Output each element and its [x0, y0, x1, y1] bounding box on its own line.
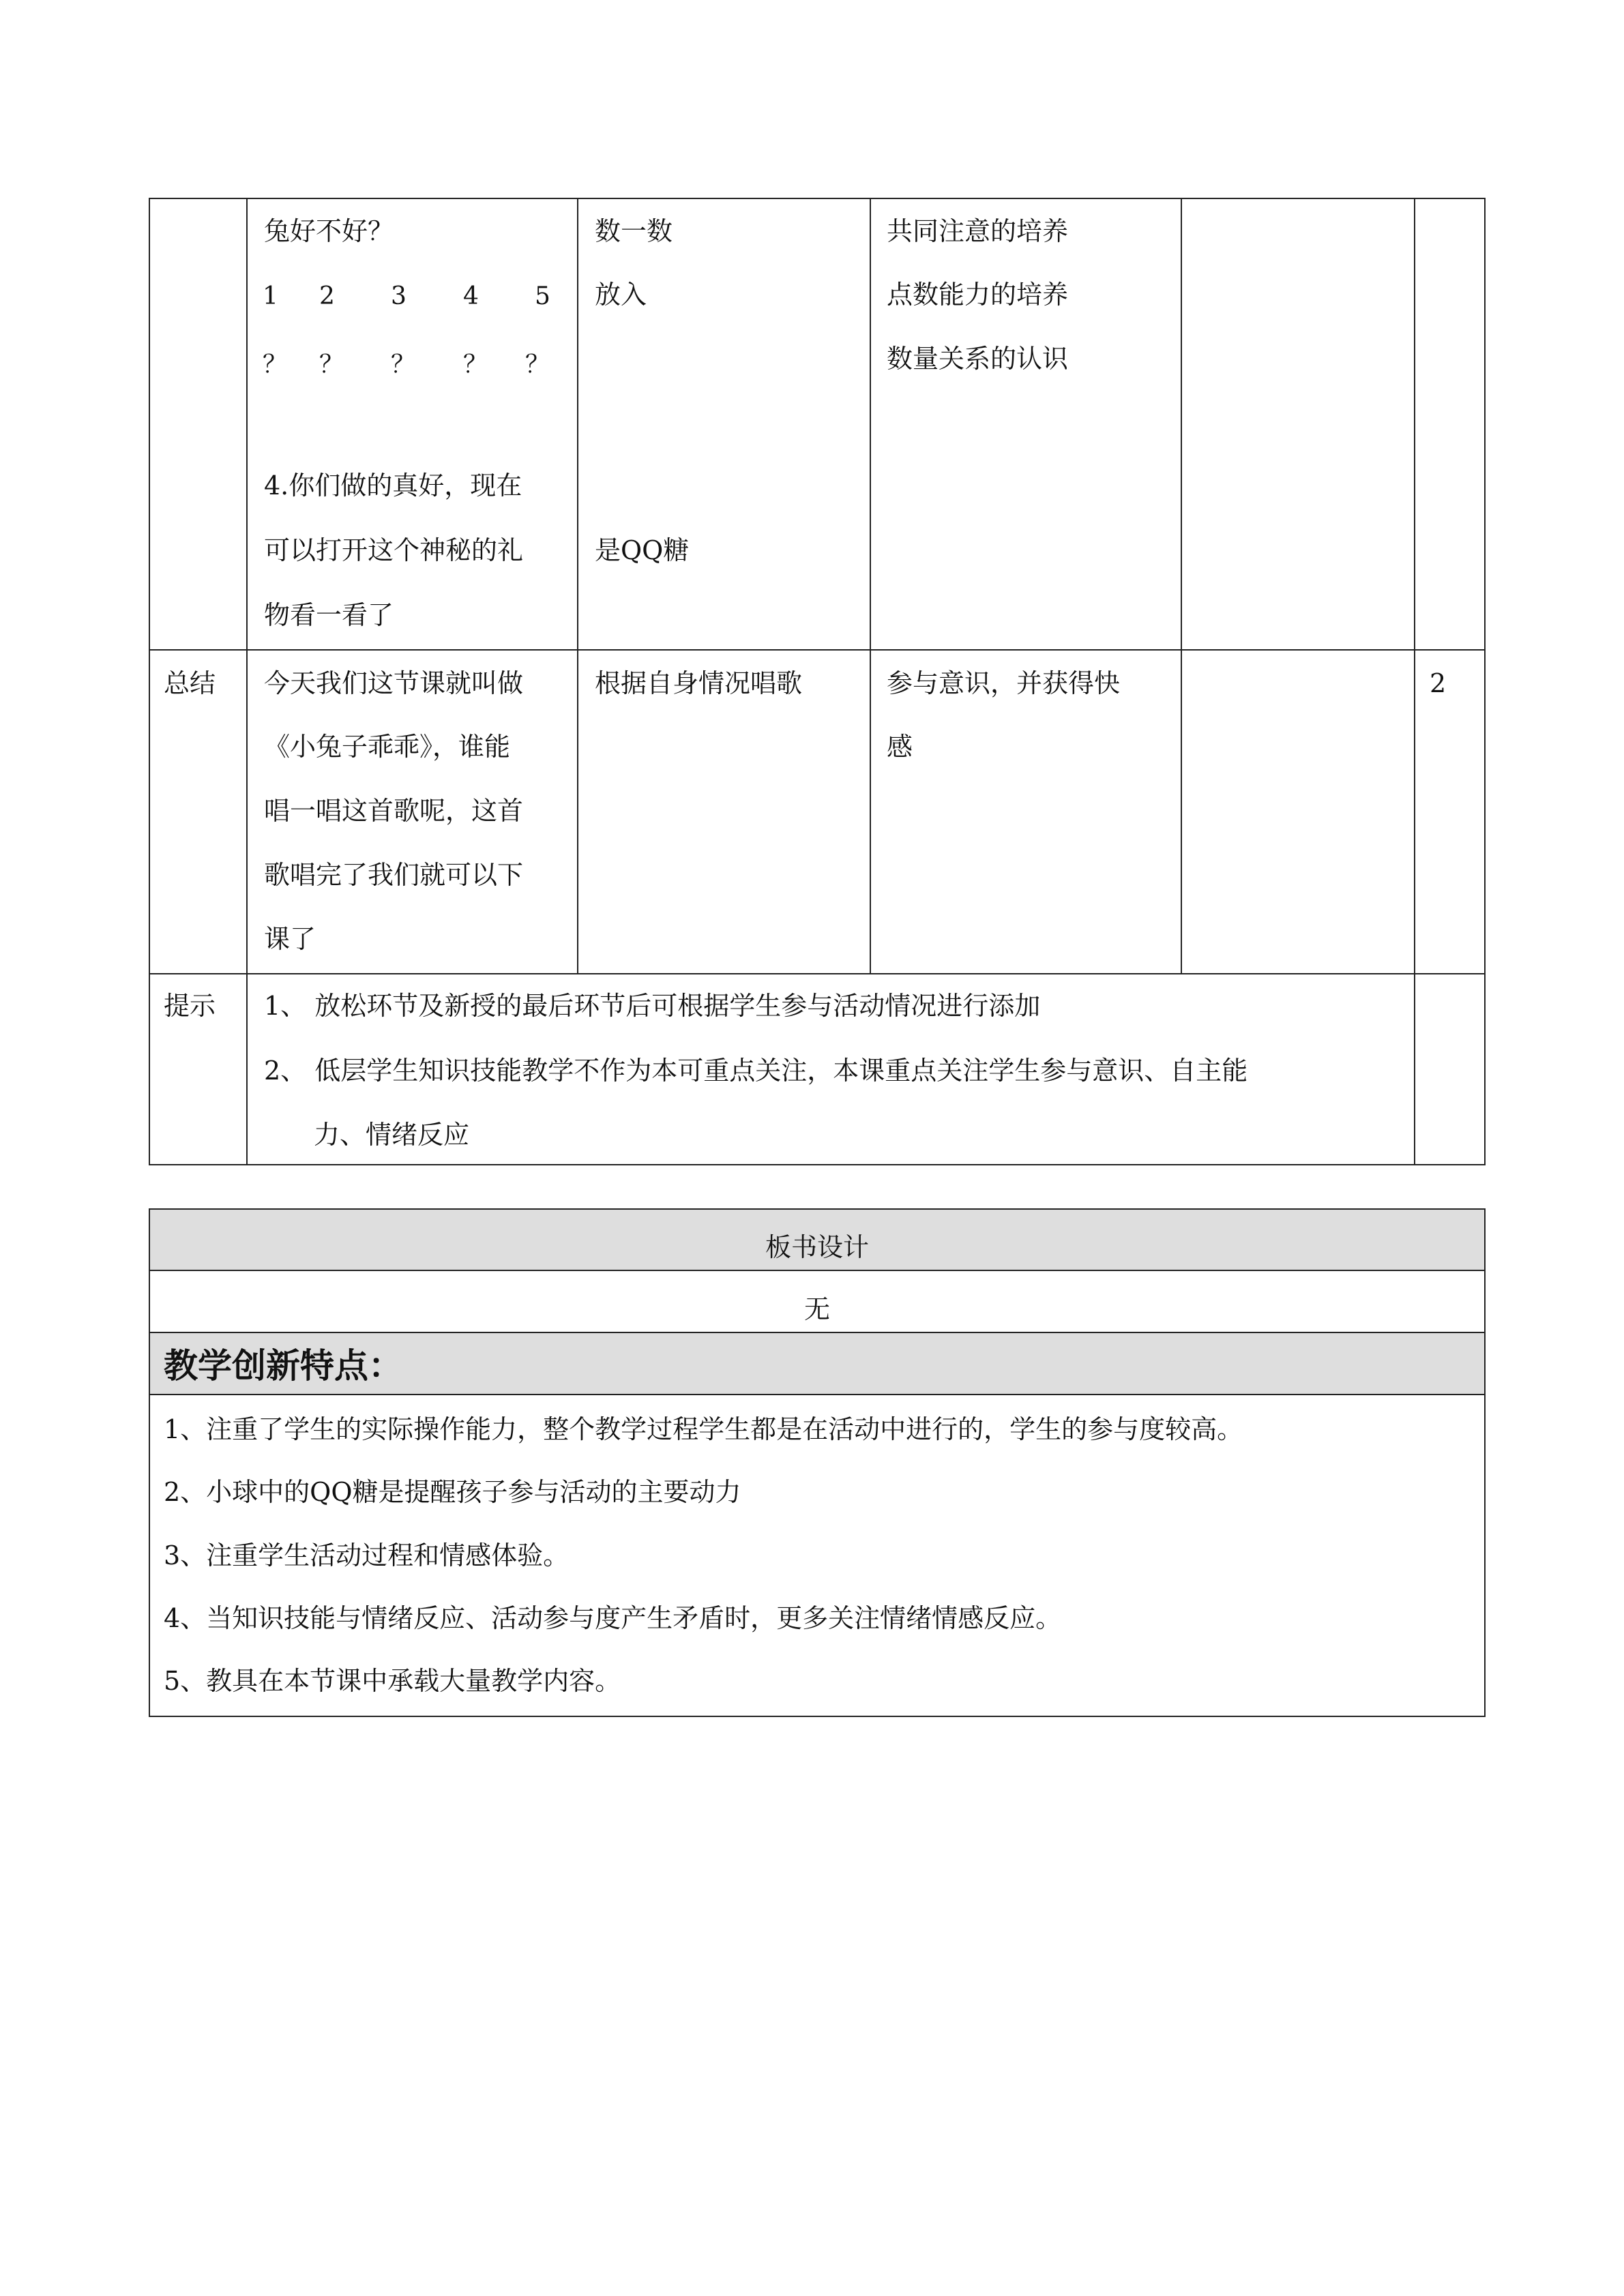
- innovation-title: 教学创新特点：: [164, 1346, 402, 1386]
- number-4: 4: [463, 282, 479, 310]
- innovation-item: 1、注重了学生的实际操作能力，整个教学过程学生都是在活动中进行的，学生的参与度较高。: [164, 1414, 1243, 1444]
- row1-goal-line: 数量关系的认识: [887, 344, 1069, 374]
- row1-student-line: 放入: [595, 280, 647, 310]
- innovation-item: 4、当知识技能与情绪反应、活动参与度产生矛盾时，更多关注情绪情感反应。: [164, 1603, 1062, 1633]
- board-design-title: 板书设计: [765, 1232, 869, 1262]
- row2-activity-line: 课了: [264, 924, 316, 954]
- row1-activity-line: 物看一看了: [264, 600, 394, 630]
- tip-line-3: 力、情绪反应: [314, 1120, 470, 1150]
- row1-question-text: 兔好不好？: [264, 216, 394, 246]
- row2-activity-line: 歌唱完了我们就可以下: [264, 860, 524, 890]
- row1-student-line: 是QQ糖: [595, 535, 690, 565]
- tip-line-1: 1、 放松环节及新授的最后环节后可根据学生参与活动情况进行添加: [264, 991, 1041, 1021]
- question-mark-3: ？: [391, 351, 416, 378]
- number-5: 5: [535, 282, 550, 310]
- row1-goal-line: 共同注意的培养: [887, 216, 1069, 246]
- row1-activity-line: 4.你们做的真好，现在: [264, 471, 522, 501]
- question-mark-2: ？: [319, 351, 344, 378]
- number-2: 2: [319, 282, 335, 310]
- board-design-value: 无: [803, 1294, 830, 1324]
- question-mark-4: ？: [463, 351, 488, 378]
- row2-goal-line: 参与意识，并获得快: [887, 668, 1121, 698]
- row2-label: 总结: [164, 668, 216, 698]
- row2-activity-line: 唱一唱这首歌呢，这首: [264, 796, 524, 826]
- row2-activity-line: 《小兔子乖乖》，谁能: [264, 732, 511, 762]
- tip-line-2: 2、 低层学生知识技能教学不作为本可重点关注，本课重点关注学生参与意识、自主能: [264, 1056, 1248, 1086]
- question-mark-1: ？: [263, 351, 288, 378]
- row1-student-line: 数一数: [595, 216, 673, 246]
- innovation-item: 2、小球中的QQ糖是提醒孩子参与活动的主要动力: [164, 1477, 741, 1507]
- row2-activity-line: 今天我们这节课就叫做: [264, 668, 524, 698]
- number-3: 3: [391, 282, 407, 310]
- question-mark-5: ？: [525, 351, 550, 378]
- innovation-item: 5、教具在本节课中承载大量教学内容。: [164, 1666, 621, 1696]
- number-1: 1: [263, 282, 278, 310]
- row2-goal-line: 感: [887, 732, 913, 762]
- row3-label: 提示: [164, 991, 216, 1021]
- row2-time-value: 2: [1430, 668, 1447, 698]
- row1-activity-line: 可以打开这个神秘的礼: [264, 535, 524, 565]
- innovation-item: 3、注重学生活动过程和情感体验。: [164, 1540, 570, 1570]
- row2-student-text: 根据自身情况唱歌: [595, 668, 803, 698]
- row1-goal-line: 点数能力的培养: [887, 280, 1069, 310]
